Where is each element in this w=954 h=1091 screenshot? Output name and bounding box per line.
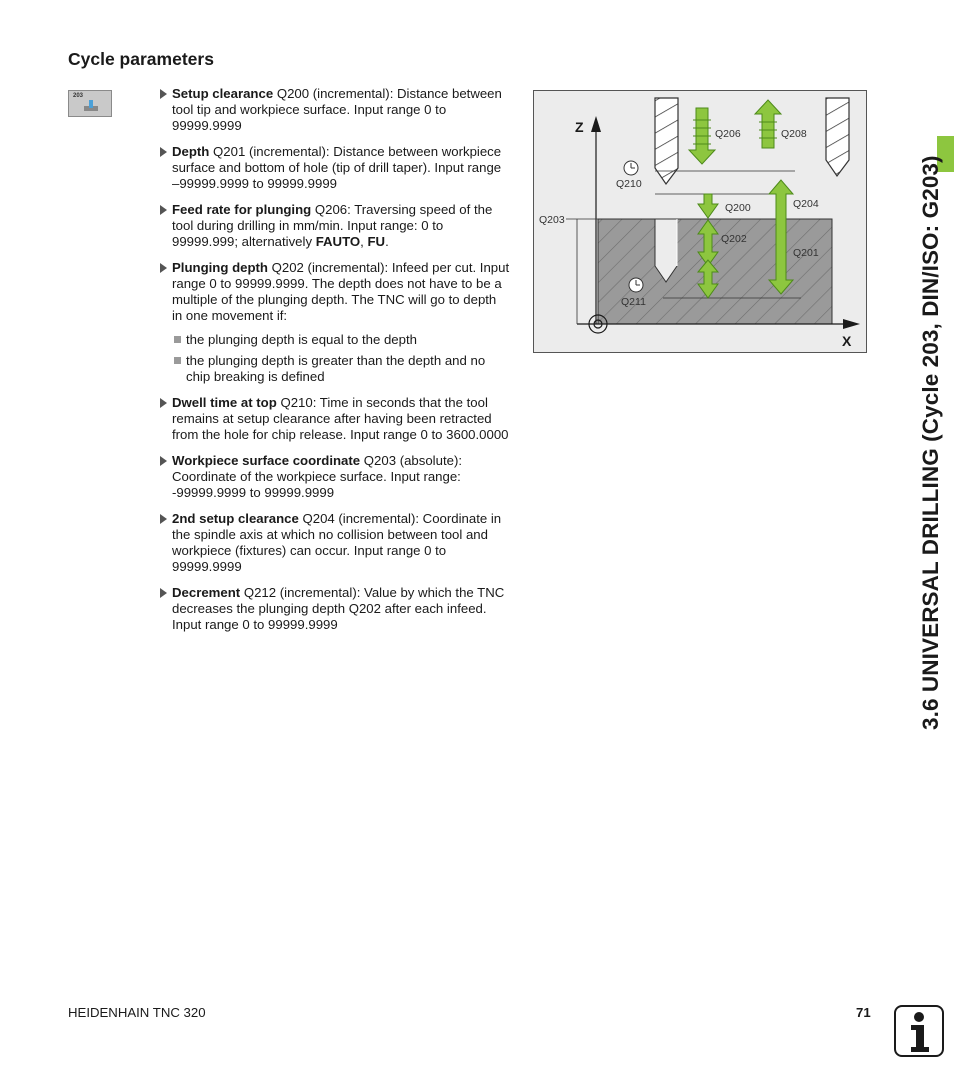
label-q208: Q208 xyxy=(781,128,807,140)
square-bullet-icon xyxy=(174,357,181,364)
sub-item-text: the plunging depth is greater than the depth and no chip breaking is defined xyxy=(186,353,486,384)
param-description: Q204 (incremental): Coordinate in the spindle axis at which no collision between tool and workpiece (fixtures) can occur. Input range 0 to 99999.9999 xyxy=(172,511,502,574)
param-description: Q200 (incremental): Distance between tool tip and workpiece surface. Input range 0 to 99999.9999 xyxy=(172,86,502,133)
param-feed-rate xyxy=(158,202,510,250)
label-q211: Q211 xyxy=(621,296,646,308)
param-name: Setup clearance xyxy=(172,86,274,101)
cycle-diagram xyxy=(533,90,867,353)
param-option-fauto: FAUTO xyxy=(315,234,361,249)
sub-item xyxy=(172,353,510,385)
bullet-triangle-icon xyxy=(160,147,167,157)
bullet-triangle-icon xyxy=(160,456,167,466)
param-description: Q203 (absolute): Coordinate of the workpiece surface. Input range: -99999.9999 to 99999.9999 xyxy=(172,453,463,500)
label-q204: Q204 xyxy=(793,198,819,210)
param-name: Plunging depth xyxy=(172,260,268,275)
square-bullet-icon xyxy=(174,336,181,343)
param-description: Q201 (incremental): Distance between workpiece surface and bottom of hole (tip of drill taper). Input range –99999.9999 to 99999.9999 xyxy=(172,144,502,191)
info-icon xyxy=(894,1005,944,1057)
label-q200: Q200 xyxy=(725,202,751,214)
param-description: Q212 (incremental): Value by which the TNC decreases the plunging depth Q202 after each infeed. Input range 0 to 99999.9999 xyxy=(172,585,505,632)
param-setup-clearance xyxy=(158,86,510,134)
sub-item-text: the plunging depth is equal to the depth xyxy=(186,332,417,347)
param-name: 2nd setup clearance xyxy=(172,511,299,526)
bullet-triangle-icon xyxy=(160,514,167,524)
param-decrement xyxy=(158,585,510,633)
footer-manual-title: HEIDENHAIN TNC 320 xyxy=(68,1005,206,1020)
label-q210: Q210 xyxy=(616,178,642,190)
sub-item xyxy=(172,332,510,348)
bullet-triangle-icon xyxy=(160,89,167,99)
param-name: Depth xyxy=(172,144,210,159)
chapter-side-title: 3.6 UNIVERSAL DRILLING (Cycle 203, DIN/ISO: G203) xyxy=(918,155,943,730)
section-heading: Cycle parameters xyxy=(68,49,214,69)
bullet-triangle-icon xyxy=(160,263,167,273)
label-q202: Q202 xyxy=(721,233,747,245)
label-q201: Q201 xyxy=(793,247,819,259)
page-number: 71 xyxy=(856,1005,871,1020)
x-axis-label: X xyxy=(842,333,852,349)
param-depth xyxy=(158,144,510,192)
label-q206: Q206 xyxy=(715,128,741,140)
cycle-203-softkey-icon xyxy=(68,90,112,117)
param-2nd-setup-clearance xyxy=(158,511,510,575)
sub-list xyxy=(172,332,510,385)
z-axis-label: Z xyxy=(575,119,584,135)
param-name: Feed rate for plunging xyxy=(172,202,312,217)
label-q203: Q203 xyxy=(539,214,565,226)
param-plunging-depth xyxy=(158,260,510,385)
parameter-list xyxy=(158,86,510,643)
param-description: Q206: Traversing speed of the tool during drilling in mm/min. Input range: 0 to 99999.999; alternatively xyxy=(172,202,493,249)
bullet-triangle-icon xyxy=(160,205,167,215)
param-workpiece-surface xyxy=(158,453,510,501)
param-name: Dwell time at top xyxy=(172,395,277,410)
param-name: Decrement xyxy=(172,585,241,600)
softkey-number: 203 xyxy=(73,93,84,99)
param-description: Q202 (incremental): Infeed per cut. Input range 0 to 99999.9999. The depth does not have to be a multiple of the plunging depth. The TNC will go to depth in one movement if: xyxy=(172,260,510,323)
param-end: . xyxy=(385,234,389,249)
param-separator: , xyxy=(360,234,368,249)
param-description: Q210: Time in seconds that the tool remains at setup clearance after having been retracted from the hole for chip release. Input range 0 to 3600.0000 xyxy=(172,395,509,442)
drill-tool-right xyxy=(826,98,849,176)
param-option-fu: FU xyxy=(367,234,386,249)
bullet-triangle-icon xyxy=(160,398,167,408)
bullet-triangle-icon xyxy=(160,588,167,598)
softkey-pictogram xyxy=(84,100,98,111)
param-dwell-time xyxy=(158,395,510,443)
param-name: Workpiece surface coordinate xyxy=(172,453,361,468)
